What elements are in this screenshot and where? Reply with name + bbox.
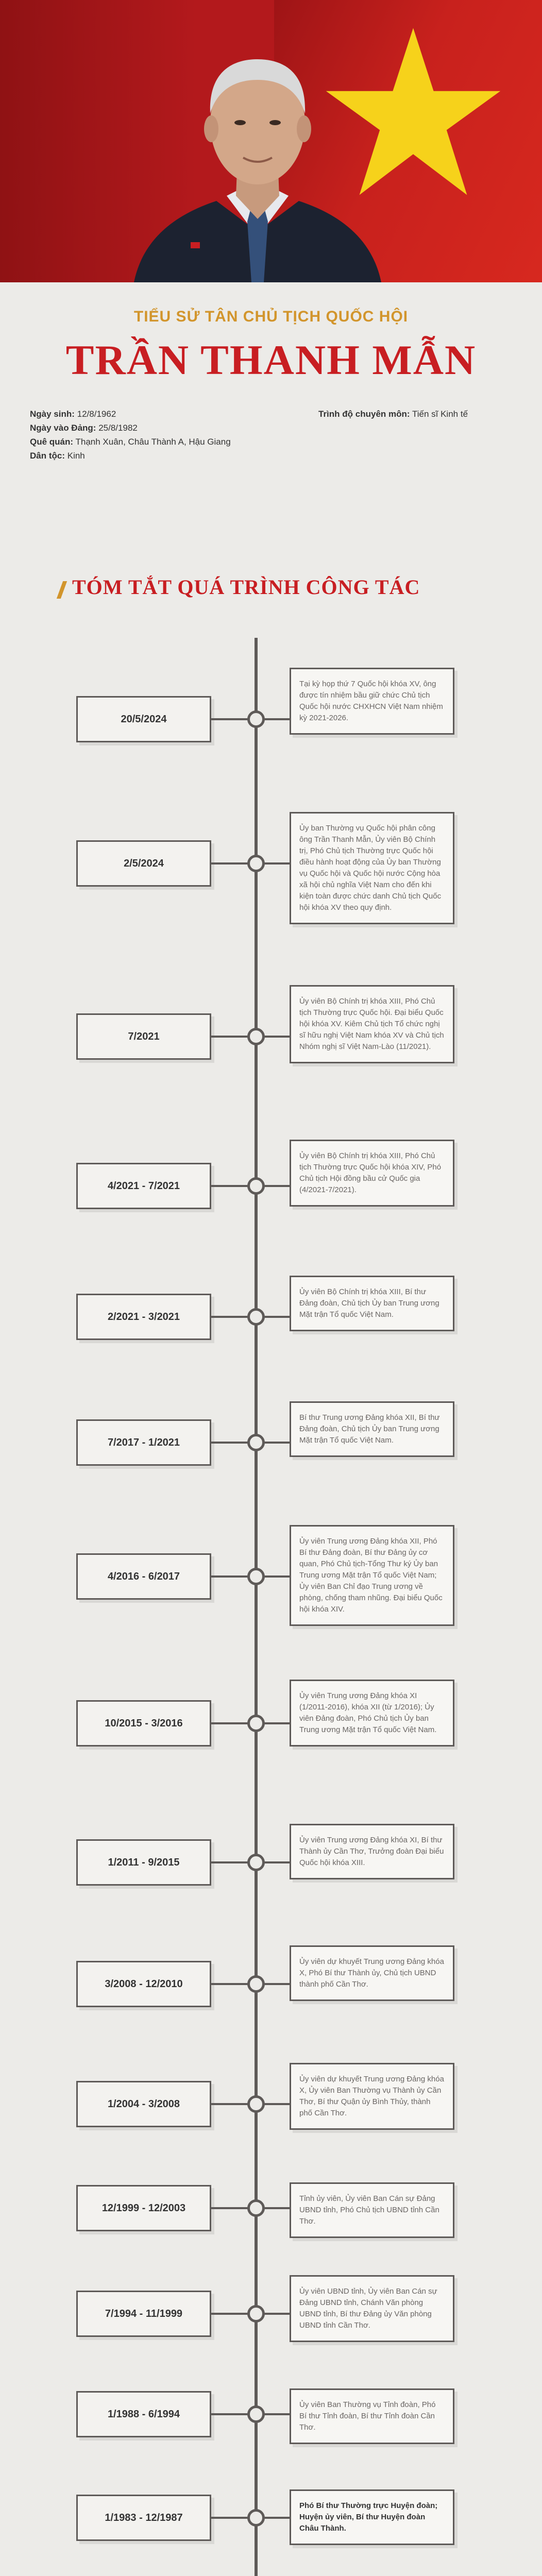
bio-birth-label: Ngày sinh:	[30, 409, 75, 419]
timeline-date: 20/5/2024	[76, 696, 211, 742]
timeline-date: 7/1994 - 11/1999	[76, 2291, 211, 2337]
timeline-dot	[247, 710, 265, 728]
timeline-dot	[247, 2405, 265, 2423]
timeline-connector-left	[211, 1861, 248, 1863]
timeline-connector-left	[211, 1036, 248, 1038]
timeline-dot	[247, 1177, 265, 1195]
timeline-date: 2/5/2024	[76, 840, 211, 887]
bio-hometown-value: Thạnh Xuân, Châu Thành A, Hậu Giang	[75, 437, 231, 447]
timeline-date: 4/2021 - 7/2021	[76, 1163, 211, 1209]
timeline-date: 3/2008 - 12/2010	[76, 1961, 211, 2007]
bio-degree-value: Tiến sĩ Kinh tế	[412, 409, 468, 419]
timeline-connector-left	[211, 1185, 248, 1187]
timeline-dot	[247, 1308, 265, 1326]
bio-party	[30, 421, 231, 435]
timeline-connector-right	[264, 1036, 291, 1038]
timeline-description: Ủy viên Bộ Chính trị khóa XIII, Phó Chủ tịch Thường trực Quốc hội khóa XIV, Phó Chủ tịch Hội đồng bầu cử Quốc gia (4/2021-7/2021).	[290, 1140, 454, 1207]
bio-party-value: 25/8/1982	[98, 423, 138, 433]
timeline-description: Phó Bí thư Thường trực Huyện đoàn; Huyện ủy viên, Bí thư Huyện đoàn Châu Thành.	[290, 2489, 454, 2545]
bio-ethnic-value: Kinh	[67, 451, 85, 461]
timeline-description: Ủy viên UBND tỉnh, Ủy viên Ban Cán sự Đảng UBND tỉnh, Chánh Văn phòng UBND tỉnh, Bí thư Đảng ủy Văn phòng UBND tỉnh Cần Thơ.	[290, 2275, 454, 2342]
timeline-description: Tại kỳ họp thứ 7 Quốc hội khóa XV, ông được tín nhiệm bầu giữ chức Chủ tịch Quốc hội nước CHXHCN Việt Nam nhiệm kỳ 2021-2026.	[290, 668, 454, 735]
timeline-connector-right	[264, 1722, 291, 1724]
timeline-date: 4/2016 - 6/2017	[76, 1553, 211, 1600]
timeline-dot	[247, 2095, 265, 2113]
timeline-connector-left	[211, 2313, 248, 2315]
section-title-text: TÓM TẮT QUÁ TRÌNH CÔNG TÁC	[72, 575, 420, 599]
timeline-connector-left	[211, 1575, 248, 1578]
timeline-connector-left	[211, 2207, 248, 2209]
timeline-description: Bí thư Trung ương Đảng khóa XII, Bí thư Đảng đoàn, Chủ tịch Ủy ban Trung ương Mặt trận Tổ quốc Việt Nam.	[290, 1401, 454, 1457]
timeline-date: 7/2021	[76, 1013, 211, 1060]
timeline-connector-left	[211, 2517, 248, 2519]
timeline-date: 1/1988 - 6/1994	[76, 2391, 211, 2437]
timeline-connector-right	[264, 1316, 291, 1318]
section-title	[60, 575, 420, 599]
timeline-date: 1/2011 - 9/2015	[76, 1839, 211, 1886]
timeline-description: Ủy viên Bộ Chính trị khóa XIII, Phó Chủ tịch Thường trực Quốc hội. Đại biểu Quốc hội khóa XV. Kiêm Chủ tịch Tổ chức nghị sĩ hữu nghị Việt Nam khóa XV và Chủ tịch Nhóm nghị sĩ Việt Nam-Lào (11/2021).	[290, 985, 454, 1063]
timeline-connector-right	[264, 1185, 291, 1187]
timeline-connector-right	[264, 1861, 291, 1863]
timeline-connector-left	[211, 718, 248, 720]
timeline-connector-left	[211, 2413, 248, 2415]
timeline-spine	[255, 638, 258, 2576]
timeline-date: 1/1983 - 12/1987	[76, 2495, 211, 2541]
timeline-dot	[247, 2305, 265, 2323]
bio-hometown-label: Quê quán:	[30, 437, 74, 447]
timeline-description: Ủy viên Ban Thường vụ Tỉnh đoàn, Phó Bí thư Tỉnh đoàn, Bí thư Tỉnh đoàn Cần Thơ.	[290, 2388, 454, 2444]
timeline-dot	[247, 1854, 265, 1871]
timeline-dot	[247, 1715, 265, 1732]
timeline-dot	[247, 2509, 265, 2527]
timeline-date: 7/2017 - 1/2021	[76, 1419, 211, 1466]
timeline-connector-right	[264, 2207, 291, 2209]
timeline-connector-right	[264, 2517, 291, 2519]
timeline-date: 10/2015 - 3/2016	[76, 1700, 211, 1747]
bio-birth-value: 12/8/1962	[77, 409, 116, 419]
portrait-photo	[113, 15, 402, 282]
timeline-connector-right	[264, 2413, 291, 2415]
timeline-connector-left	[211, 1316, 248, 1318]
bio-ethnic	[30, 449, 231, 463]
timeline-connector-right	[264, 2313, 291, 2315]
timeline-connector-right	[264, 1442, 291, 1444]
timeline-connector-right	[264, 1983, 291, 1985]
hero-banner	[0, 0, 542, 282]
timeline-connector-left	[211, 862, 248, 865]
timeline-date: 1/2004 - 3/2008	[76, 2081, 211, 2127]
timeline-description: Tỉnh ủy viên, Ủy viên Ban Cán sự Đảng UBND tỉnh, Phó Chủ tịch UBND tỉnh Cần Thơ.	[290, 2182, 454, 2238]
timeline-description: Ủy viên Bộ Chính trị khóa XIII, Bí thư Đảng đoàn, Chủ tịch Ủy ban Trung ương Mặt trận Tổ quốc Việt Nam.	[290, 1276, 454, 1331]
timeline-connector-left	[211, 2103, 248, 2105]
timeline-description: Ủy viên dự khuyết Trung ương Đảng khóa X, Phó Bí thư Thành ủy, Chủ tịch UBND thành phố Cần Thơ.	[290, 1945, 454, 2001]
timeline-connector-right	[264, 862, 291, 865]
bio-left-column	[30, 407, 231, 463]
timeline-connector-left	[211, 1722, 248, 1724]
timeline-date: 12/1999 - 12/2003	[76, 2185, 211, 2231]
bio-right-column	[318, 407, 468, 421]
bio-degree-label: Trình độ chuyên môn:	[318, 409, 410, 419]
page-kicker: TIỂU SỬ TÂN CHỦ TỊCH QUỐC HỘI	[133, 308, 409, 325]
timeline-dot	[247, 855, 265, 872]
timeline-connector-right	[264, 1575, 291, 1578]
timeline-description: Ủy viên Trung ương Đảng khóa XI (1/2011-2016), khóa XII (từ 1/2016); Ủy viên Đảng đoàn, Phó Chủ tịch Ủy ban Trung ương Mặt trận Tổ quốc Việt Nam.	[290, 1680, 454, 1747]
timeline-date: 2/2021 - 3/2021	[76, 1294, 211, 1340]
timeline-dot	[247, 2199, 265, 2217]
timeline-dot	[247, 1434, 265, 1451]
timeline-description: Ủy ban Thường vụ Quốc hội phân công ông Trần Thanh Mẫn, Ủy viên Bộ Chính trị, Phó Chủ tịch Thường trực Quốc hội điều hành hoạt động của Ủy ban Thường vụ Quốc hội và Quốc hội nước Cộng hòa xã hội chủ nghĩa Việt Nam cho đến khi kiện toàn được chức danh Chủ tịch Quốc hội khóa XV theo quy định.	[290, 812, 454, 924]
timeline-connector-left	[211, 1983, 248, 1985]
timeline-connector-left	[211, 1442, 248, 1444]
timeline-description: Ủy viên Trung ương Đảng khóa XII, Phó Bí thư Đảng đoàn, Bí thư Đảng ủy cơ quan, Phó Chủ tịch-Tổng Thư ký Ủy ban Trung ương Mặt trận Tổ quốc Việt Nam; Ủy viên Ban Chỉ đạo Trung ương về phòng, chống tham nhũng. Đại biểu Quốc hội khóa XIV.	[290, 1525, 454, 1626]
timeline-dot	[247, 1975, 265, 1993]
bio-party-label: Ngày vào Đảng:	[30, 423, 96, 433]
bio-hometown	[30, 435, 231, 449]
timeline-description: Ủy viên Trung ương Đảng khóa XI, Bí thư Thành ủy Cần Thơ, Trưởng đoàn Đại biểu Quốc hội khóa XIII.	[290, 1824, 454, 1879]
timeline-connector-right	[264, 718, 291, 720]
page-title: TRẦN THANH MẪN	[65, 336, 477, 383]
timeline-dot	[247, 1568, 265, 1585]
bio-degree	[318, 407, 468, 421]
bio-ethnic-label: Dân tộc:	[30, 451, 65, 461]
timeline-description: Ủy viên dự khuyết Trung ương Đảng khóa X, Ủy viên Ban Thường vụ Thành ủy Cần Thơ, Bí thư Quận ủy Bình Thủy, thành phố Cần Thơ.	[290, 2063, 454, 2130]
bio-birth	[30, 407, 231, 421]
timeline-connector-right	[264, 2103, 291, 2105]
timeline-dot	[247, 1028, 265, 1045]
